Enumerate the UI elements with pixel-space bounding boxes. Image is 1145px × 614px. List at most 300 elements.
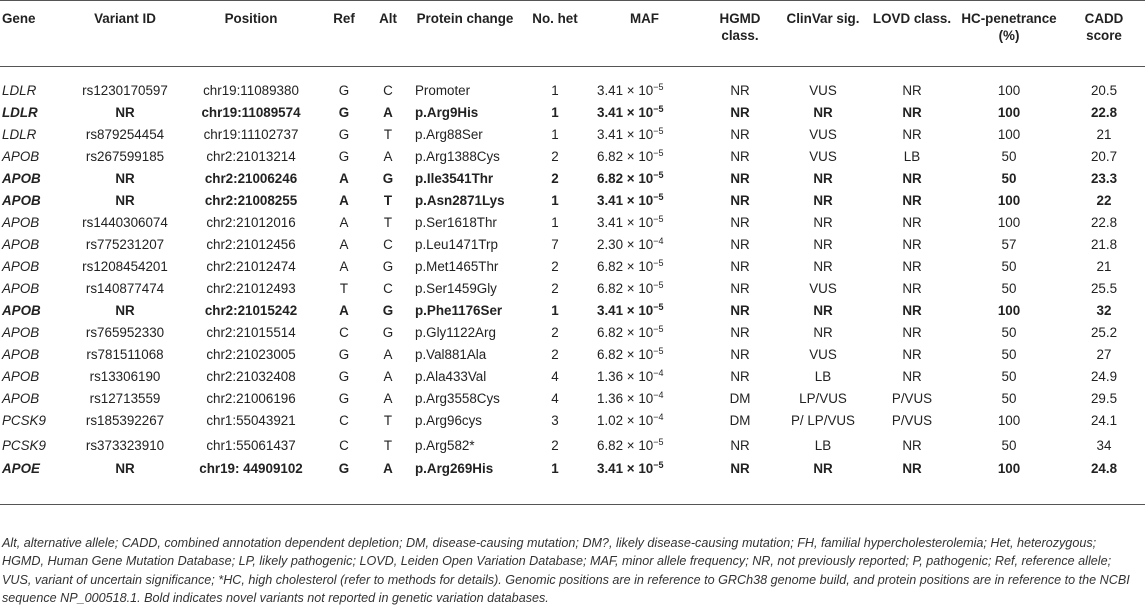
cell-position: chr19:11089574 <box>201 104 301 120</box>
cell-no-het: 2 <box>551 280 559 296</box>
cell-hc-penetrance: 100 <box>997 214 1021 230</box>
cell-maf <box>586 167 703 189</box>
maf-base: 3.41 × 10 <box>597 214 654 230</box>
table-row <box>0 365 1145 387</box>
cell-no-het: 2 <box>551 437 559 453</box>
cell-no-het: 4 <box>551 368 559 384</box>
cell-position: chr1:55061437 <box>206 437 296 453</box>
maf-base: 2.30 × 10 <box>597 236 654 252</box>
cell-protein-change: p.Ile3541Thr <box>415 170 494 186</box>
maf-exponent: −5 <box>653 323 664 334</box>
cell-hgmd: NR <box>730 324 750 340</box>
cell-hgmd: NR <box>730 368 750 384</box>
cell-ref: A <box>339 214 349 230</box>
cell-position: chr2:21015242 <box>204 302 298 318</box>
cell-hgmd: NR <box>730 148 750 164</box>
cell-variant-id: NR <box>115 461 135 476</box>
cell-no-het: 2 <box>551 148 559 164</box>
cell-lovd: NR <box>902 236 922 252</box>
cell-lovd: LB <box>903 148 921 164</box>
cell-position: chr2:21012493 <box>206 280 296 296</box>
maf-exponent: −5 <box>653 301 664 312</box>
cell-alt: T <box>383 437 393 453</box>
cell-position: chr2:21008255 <box>204 192 298 208</box>
maf-exponent: −5 <box>653 279 664 290</box>
table-row <box>0 167 1145 189</box>
cell-position: chr2:21006196 <box>206 390 296 406</box>
cell-gene: PCSK9 <box>2 413 46 428</box>
cell-hgmd: DM <box>729 390 751 406</box>
cell-protein-change: p.Asn2871Lys <box>415 192 505 208</box>
table-row <box>0 255 1145 277</box>
table-row <box>0 233 1145 255</box>
cell-alt: G <box>382 324 394 340</box>
cell-protein-change: p.Arg269His <box>415 461 494 476</box>
cell-protein-change: p.Gly1122Arg <box>415 324 496 340</box>
table-body <box>0 67 1145 505</box>
cell-variant-id: rs373323910 <box>85 437 165 453</box>
cell-maf <box>586 233 703 255</box>
maf-base: 3.41 × 10 <box>597 82 654 98</box>
maf-base: 6.82 × 10 <box>597 170 654 186</box>
table-row <box>0 189 1145 211</box>
cell-position: chr2:21013214 <box>206 148 296 164</box>
maf-exponent: −5 <box>653 103 664 114</box>
table-row <box>0 343 1145 365</box>
cell-ref: G <box>338 390 350 406</box>
header-ref: Ref <box>333 11 355 26</box>
header-protein-change: Protein change <box>416 11 514 26</box>
cell-hc-penetrance: 50 <box>1001 324 1017 340</box>
cell-protein-change: p.Ser1618Thr <box>415 214 497 230</box>
cell-hc-penetrance: 100 <box>997 461 1021 476</box>
cell-ref: A <box>339 302 349 318</box>
cell-cadd: 21 <box>1096 258 1112 274</box>
cell-ref: G <box>338 126 350 142</box>
cell-alt: A <box>383 368 393 384</box>
table-row <box>0 434 1145 456</box>
cell-gene: APOB <box>2 280 40 296</box>
cell-protein-change: p.Arg88Ser <box>415 126 483 142</box>
cell-no-het: 2 <box>551 170 559 186</box>
header-position: Position <box>224 11 278 26</box>
cell-lovd: NR <box>902 214 922 230</box>
cell-ref: A <box>339 192 349 208</box>
cell-protein-change: Promoter <box>415 82 471 98</box>
cell-alt: A <box>383 390 393 406</box>
table-row <box>0 299 1145 321</box>
maf-exponent: −4 <box>653 367 664 378</box>
cell-clinvar: NR <box>813 258 833 274</box>
maf-base: 3.41 × 10 <box>597 302 654 318</box>
cell-cadd: 22 <box>1096 192 1112 208</box>
cell-clinvar: NR <box>813 236 833 252</box>
cell-clinvar: NR <box>813 170 833 186</box>
table-row <box>0 101 1145 123</box>
cell-no-het: 1 <box>551 104 559 120</box>
cell-lovd: NR <box>902 104 922 120</box>
cell-clinvar: LB <box>814 437 832 453</box>
cell-variant-id: rs185392267 <box>85 413 165 428</box>
header-alt: Alt <box>379 11 397 26</box>
cell-position: chr2:21006246 <box>204 170 298 186</box>
cell-alt: G <box>382 302 394 318</box>
maf-base: 6.82 × 10 <box>597 258 654 274</box>
cell-position: chr2:21023005 <box>206 346 296 362</box>
cell-hgmd: NR <box>730 236 750 252</box>
header-lovd: LOVD class. <box>872 11 952 26</box>
cell-gene: PCSK9 <box>2 437 46 453</box>
cell-hgmd: NR <box>730 258 750 274</box>
cell-variant-id: rs781511068 <box>86 346 164 362</box>
cell-alt: T <box>383 214 393 230</box>
cell-position: chr2:21012474 <box>206 258 296 274</box>
cell-ref: G <box>338 82 350 98</box>
cell-variant-id: rs775231207 <box>85 236 165 252</box>
cell-hgmd: NR <box>730 437 750 453</box>
maf-exponent: −4 <box>653 235 664 246</box>
cell-hc-penetrance: 100 <box>997 104 1021 120</box>
cell-maf <box>586 343 703 365</box>
maf-base: 3.41 × 10 <box>597 104 654 120</box>
cell-gene: APOB <box>2 258 40 274</box>
cell-variant-id: NR <box>115 170 135 186</box>
maf-base: 6.82 × 10 <box>597 280 654 296</box>
cell-maf <box>586 434 703 456</box>
maf-base: 1.36 × 10 <box>597 368 654 384</box>
maf-exponent: −5 <box>653 345 664 356</box>
maf-exponent: −5 <box>653 169 664 180</box>
header-hc-penetrance: HC-penetrance (%) <box>961 11 1057 43</box>
header-no-het: No. het <box>532 11 578 26</box>
cell-hc-penetrance: 100 <box>997 82 1021 98</box>
cell-ref: G <box>338 368 350 384</box>
maf-exponent: −5 <box>653 436 664 447</box>
table-footnote: Alt, alternative allele; CADD, combined annotation dependent depletion; DM, disease-causing mutation; DM?, likely disease-causing mutation; FH, familial hypercholesterolemia; Het, heterozygous; HGMD, Human Gene Mutation Database; LP, likely pathogenic; LOVD, Leiden Open Variation Database; MAF, minor allele frequency; NR, not previously reported; P, pathogenic; Ref, reference allele; VUS, variant of uncertain significance; *HC, high cholesterol (refer to methods for details). Genomic positions are in reference to GRCh38 genome build, and protein positions are in reference to the NCBI sequence NP_000518.1. Bold indicates novel variants not reported in genetic variation databases. <box>2 535 1130 606</box>
cell-gene: APOB <box>2 368 40 384</box>
cell-protein-change: p.Met1465Thr <box>415 258 499 274</box>
cell-clinvar: NR <box>813 214 833 230</box>
cell-position: chr2:21032408 <box>206 368 296 384</box>
cell-hc-penetrance: 57 <box>1001 236 1017 252</box>
cell-alt: T <box>383 192 393 208</box>
cell-lovd: NR <box>902 192 922 208</box>
table-row <box>0 409 1145 434</box>
cell-clinvar: VUS <box>809 148 837 164</box>
cell-cadd: 23.3 <box>1090 170 1118 186</box>
cell-cadd: 24.8 <box>1090 461 1118 476</box>
header-gene: Gene <box>2 11 36 26</box>
cell-no-het: 1 <box>551 214 559 230</box>
cell-gene: APOB <box>2 324 40 340</box>
cell-gene: APOB <box>2 214 40 230</box>
cell-protein-change: p.Arg96cys <box>415 413 482 428</box>
cell-ref: G <box>338 346 350 362</box>
cell-lovd: NR <box>902 280 922 296</box>
cell-protein-change: p.Ala433Val <box>415 368 487 384</box>
maf-exponent: −5 <box>653 147 664 158</box>
cell-lovd: NR <box>902 437 922 453</box>
cell-position: chr2:21015514 <box>206 324 296 340</box>
cell-maf <box>586 255 703 277</box>
cell-hgmd: NR <box>730 280 750 296</box>
cell-variant-id: rs765952330 <box>85 324 165 340</box>
cell-ref: A <box>339 170 349 186</box>
table-row <box>0 145 1145 167</box>
cell-hgmd: NR <box>730 104 750 120</box>
cell-protein-change: p.Leu1471Trp <box>415 236 498 252</box>
cell-no-het: 2 <box>551 324 559 340</box>
cell-lovd: NR <box>902 302 922 318</box>
cell-alt: T <box>383 126 393 142</box>
cell-variant-id: rs1208454201 <box>82 258 168 274</box>
cell-ref: T <box>339 280 349 296</box>
table-row <box>0 67 1145 102</box>
cell-clinvar: NR <box>813 104 833 120</box>
cell-alt: C <box>383 280 393 296</box>
maf-exponent: −4 <box>653 412 664 422</box>
cell-maf <box>586 321 703 343</box>
cell-position: chr19:11089380 <box>203 82 299 98</box>
maf-exponent: −4 <box>653 389 664 400</box>
cell-gene: LDLR <box>2 126 37 142</box>
cell-protein-change: p.Arg9His <box>415 104 479 120</box>
cell-ref: G <box>338 148 350 164</box>
cell-alt: C <box>383 236 393 252</box>
cell-clinvar: VUS <box>809 82 837 98</box>
cell-clinvar: NR <box>813 461 833 476</box>
maf-base: 3.41 × 10 <box>597 192 654 208</box>
cell-cadd: 27 <box>1096 346 1112 362</box>
cell-hc-penetrance: 100 <box>997 302 1021 318</box>
cell-lovd: P/VUS <box>891 413 933 428</box>
cell-maf <box>586 409 703 434</box>
cell-clinvar: P/ LP/VUS <box>790 413 855 428</box>
cell-hgmd: NR <box>730 214 750 230</box>
cell-clinvar: VUS <box>809 126 837 142</box>
cell-lovd: P/VUS <box>891 390 933 406</box>
cell-maf <box>586 145 703 167</box>
cell-hc-penetrance: 50 <box>1001 437 1017 453</box>
cell-position: chr1:55043921 <box>206 413 296 428</box>
cell-lovd: NR <box>902 126 922 142</box>
cell-alt: C <box>383 82 393 98</box>
cell-cadd: 25.5 <box>1090 280 1118 296</box>
maf-base: 6.82 × 10 <box>597 437 654 453</box>
cell-hc-penetrance: 50 <box>1001 390 1017 406</box>
maf-base: 6.82 × 10 <box>597 324 654 340</box>
cell-alt: A <box>383 346 393 362</box>
cell-protein-change: p.Phe1176Ser <box>415 302 503 318</box>
maf-exponent: −5 <box>653 460 664 470</box>
cell-clinvar: LP/VUS <box>799 390 847 406</box>
table-row <box>0 123 1145 145</box>
header-cadd: CADD score <box>1084 11 1124 43</box>
maf-base: 1.02 × 10 <box>597 413 654 428</box>
cell-ref: G <box>338 461 350 476</box>
cell-hc-penetrance: 50 <box>1001 258 1017 274</box>
cell-alt: G <box>382 258 394 274</box>
maf-base: 6.82 × 10 <box>597 346 654 362</box>
cell-no-het: 2 <box>551 258 559 274</box>
cell-clinvar: NR <box>813 302 833 318</box>
cell-gene: APOB <box>2 302 41 318</box>
cell-no-het: 1 <box>551 126 559 142</box>
cell-gene: APOB <box>2 390 40 406</box>
cell-clinvar: VUS <box>809 346 837 362</box>
cell-variant-id: NR <box>115 104 135 120</box>
table-row <box>0 321 1145 343</box>
cell-cadd: 25.2 <box>1090 324 1118 340</box>
cell-hgmd: NR <box>730 192 750 208</box>
cell-no-het: 7 <box>551 236 559 252</box>
cell-variant-id: rs140877474 <box>85 280 165 296</box>
cell-protein-change: p.Arg3558Cys <box>415 390 500 406</box>
cell-alt: A <box>383 148 393 164</box>
cell-protein-change: p.Ser1459Gly <box>415 280 497 296</box>
table-row <box>0 277 1145 299</box>
cell-lovd: NR <box>902 82 922 98</box>
cell-gene: APOB <box>2 170 41 186</box>
cell-alt: T <box>383 413 393 428</box>
cell-hgmd: NR <box>730 170 750 186</box>
cell-hgmd: NR <box>730 346 750 362</box>
maf-base: 1.36 × 10 <box>597 390 654 406</box>
maf-base: 6.82 × 10 <box>597 148 654 164</box>
maf-exponent: −5 <box>653 125 664 136</box>
cell-position: chr19: 44909102 <box>199 461 303 476</box>
cell-no-het: 1 <box>551 192 559 208</box>
header-maf: MAF <box>629 11 659 26</box>
cell-variant-id: rs1230170597 <box>82 82 168 98</box>
cell-protein-change: p.Val881Ala <box>415 346 487 362</box>
cell-cadd: 29.5 <box>1090 390 1118 406</box>
cell-variant-id: NR <box>115 302 135 318</box>
cell-hc-penetrance: 50 <box>1001 148 1017 164</box>
cell-position: chr2:21012016 <box>206 214 296 230</box>
cell-variant-id: rs1440306074 <box>82 214 168 230</box>
cell-variant-id: rs267599185 <box>85 148 165 164</box>
cell-position: chr2:21012456 <box>206 236 296 252</box>
cell-maf <box>586 123 703 145</box>
cell-ref: A <box>339 258 349 274</box>
cell-cadd: 34 <box>1096 437 1112 453</box>
cell-gene: LDLR <box>2 82 37 98</box>
cell-maf <box>586 277 703 299</box>
cell-maf <box>586 299 703 321</box>
cell-ref: C <box>339 413 349 428</box>
cell-hc-penetrance: 100 <box>997 192 1021 208</box>
cell-lovd: NR <box>902 324 922 340</box>
cell-cadd: 32 <box>1096 302 1112 318</box>
cell-gene: APOB <box>2 148 40 164</box>
cell-hgmd: NR <box>730 82 750 98</box>
cell-no-het: 3 <box>551 413 559 428</box>
cell-gene: APOB <box>2 236 40 252</box>
cell-no-het: 4 <box>551 390 559 406</box>
cell-lovd: NR <box>902 170 922 186</box>
cell-no-het: 1 <box>551 302 559 318</box>
cell-clinvar: NR <box>813 324 833 340</box>
cell-protein-change: p.Arg582* <box>415 437 475 453</box>
table-header <box>0 1 1145 67</box>
cell-maf <box>586 456 703 505</box>
cell-clinvar: LB <box>814 368 832 384</box>
cell-variant-id: NR <box>115 192 135 208</box>
cell-maf <box>586 67 703 102</box>
cell-cadd: 21 <box>1096 126 1112 142</box>
table-row <box>0 211 1145 233</box>
cell-hgmd: NR <box>730 126 750 142</box>
cell-cadd: 21.8 <box>1090 236 1118 252</box>
header-variant-id: Variant ID <box>94 11 156 26</box>
cell-ref: C <box>339 324 349 340</box>
cell-cadd: 20.5 <box>1090 82 1118 98</box>
cell-cadd: 20.7 <box>1090 148 1118 164</box>
cell-alt: G <box>382 170 394 186</box>
cell-no-het: 1 <box>551 82 559 98</box>
cell-cadd: 22.8 <box>1090 104 1118 120</box>
cell-variant-id: rs12713559 <box>89 390 161 406</box>
cell-maf <box>586 365 703 387</box>
table-row <box>0 387 1145 409</box>
cell-hc-penetrance: 100 <box>997 126 1021 142</box>
cell-hc-penetrance: 50 <box>1001 170 1017 186</box>
maf-exponent: −5 <box>653 213 664 224</box>
cell-position: chr19:11102737 <box>203 126 299 142</box>
cell-hgmd: NR <box>730 461 750 476</box>
cell-clinvar: VUS <box>809 280 837 296</box>
cell-lovd: NR <box>902 368 922 384</box>
cell-variant-id: rs879254454 <box>85 126 165 142</box>
cell-ref: C <box>339 437 349 453</box>
cell-hc-penetrance: 100 <box>997 413 1021 428</box>
cell-hgmd: DM <box>729 413 751 428</box>
cell-alt: A <box>383 461 393 476</box>
cell-gene: APOB <box>2 192 41 208</box>
cell-hgmd: NR <box>730 302 750 318</box>
cell-ref: A <box>339 236 349 252</box>
maf-base: 3.41 × 10 <box>597 126 654 142</box>
header-clinvar: ClinVar sig. <box>786 11 860 26</box>
cell-gene: APOE <box>2 461 40 476</box>
cell-clinvar: NR <box>813 192 833 208</box>
maf-exponent: −5 <box>653 257 664 268</box>
maf-exponent: −5 <box>653 81 664 92</box>
cell-cadd: 24.9 <box>1090 368 1118 384</box>
header-hgmd: HGMD class. <box>719 11 761 43</box>
cell-no-het: 2 <box>551 346 559 362</box>
cell-lovd: NR <box>902 258 922 274</box>
cell-lovd: NR <box>902 461 922 476</box>
cell-lovd: NR <box>902 346 922 362</box>
cell-cadd: 24.1 <box>1090 413 1118 428</box>
table-row <box>0 456 1145 505</box>
cell-maf <box>586 387 703 409</box>
maf-base: 3.41 × 10 <box>597 461 654 476</box>
cell-maf <box>586 211 703 233</box>
cell-variant-id: rs13306190 <box>89 368 161 384</box>
cell-cadd: 22.8 <box>1090 214 1118 230</box>
cell-protein-change: p.Arg1388Cys <box>415 148 500 164</box>
cell-alt: A <box>383 104 393 120</box>
cell-no-het: 1 <box>551 461 559 476</box>
cell-hc-penetrance: 50 <box>1001 368 1017 384</box>
header-row <box>0 1 1145 67</box>
cell-ref: G <box>338 104 350 120</box>
cell-maf <box>586 189 703 211</box>
maf-exponent: −5 <box>653 191 664 202</box>
